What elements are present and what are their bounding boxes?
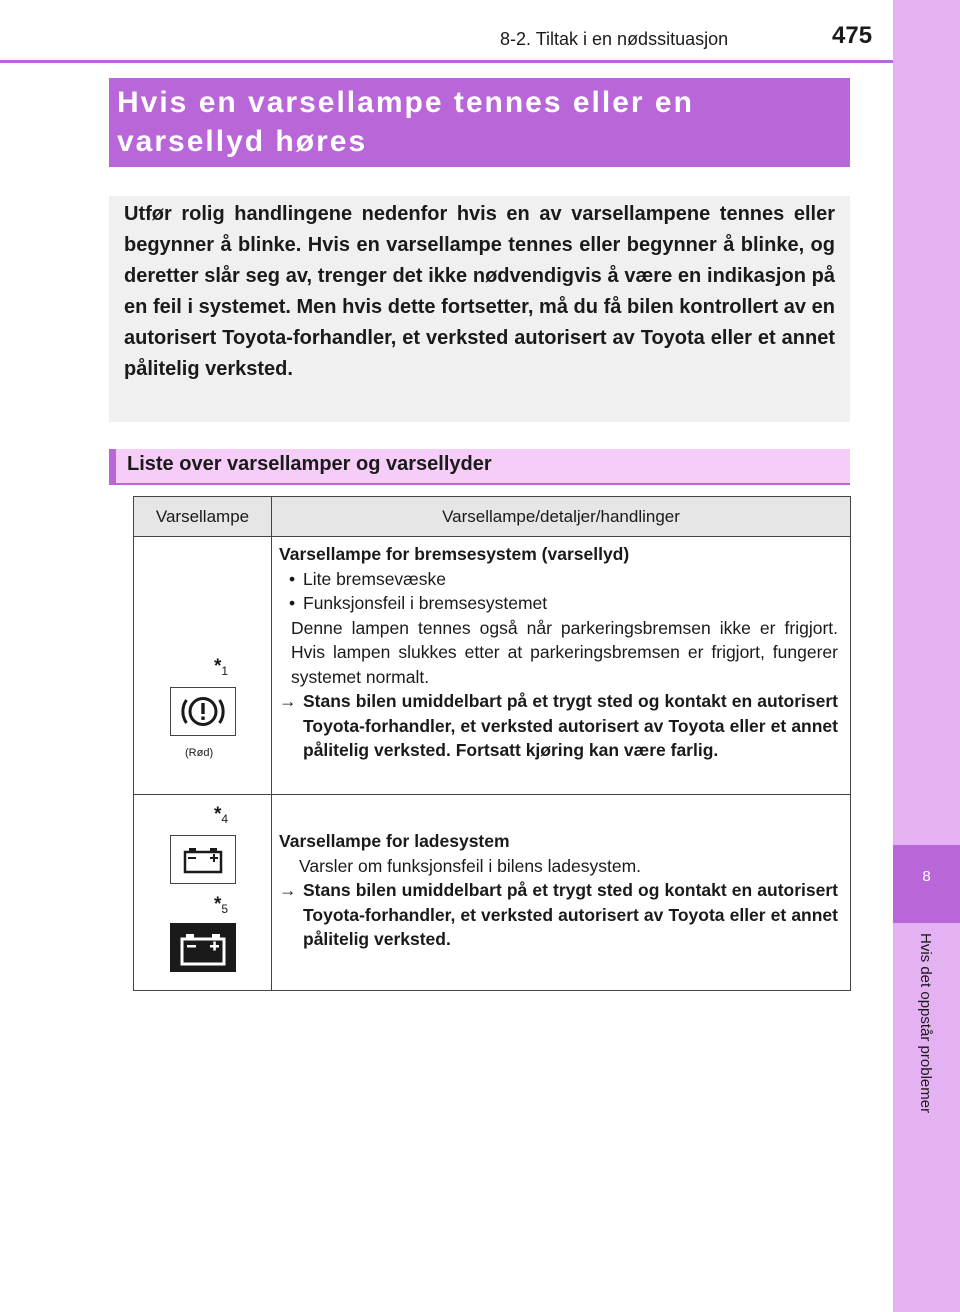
footnote-marker: $*_4$ [214, 804, 229, 826]
list-item: • Funksjonsfeil i bremsesystemet [279, 591, 838, 616]
lamp-cell [134, 795, 272, 991]
header-rule [0, 60, 893, 63]
page-number: 475 [832, 22, 873, 49]
table-header-row [134, 497, 851, 537]
section-heading: Liste over varsellamper og varsellyder [109, 449, 850, 485]
details-cell [272, 537, 851, 795]
battery-outline-icon [170, 835, 236, 884]
arrow-icon: → [279, 691, 297, 711]
lamp-cell [134, 537, 272, 795]
battery-filled-icon [170, 923, 236, 972]
intro-paragraph: Utfør rolig handlingene nedenfor hvis en av varsellampene tennes eller begynner å blinke. Hvis en varsellampe tennes eller begynner å blinke, og deretter slår seg av, trenger det ikke nødvendigvis å være en indikasjon på en feil i systemet. Men hvis dette fortsetter, må du få bilen kontrollert av en autorisert Toyota-forhandler, et verksted autorisert av Toyota eller et annet pålitelig verksted. [109, 196, 850, 422]
arrow-icon: → [279, 880, 297, 900]
brake-warning-icon [170, 687, 236, 736]
column-header-details: Varsellampe/detaljer/handlinger [272, 497, 851, 537]
table-row [134, 537, 851, 795]
table-row [134, 795, 851, 991]
warning-light-table [133, 496, 851, 991]
lamp-note: Denne lampen tennes også når parkeringsbremsen ikke er frigjort. Hvis lampen slukkes etter at parkeringsbremsen er frigjort, fungerer systemet normalt. [291, 617, 838, 687]
icon-color-caption: (Rød) [185, 747, 214, 759]
chapter-number: 8 [893, 845, 960, 923]
footnote-marker: $*_5$ [214, 894, 229, 916]
running-header: 8-2. Tiltak i en nødssituasjon [500, 29, 729, 49]
lamp-action [279, 878, 838, 952]
list-item: • Lite bremsevæske [279, 567, 838, 592]
lamp-note: Varsler om funksjonsfeil i bilens ladesystem. [299, 855, 642, 876]
footnote-marker: $*_1$ [214, 656, 229, 678]
lamp-action [279, 689, 838, 763]
details-cell [272, 795, 851, 991]
chapter-title: Hvis det oppstår problemer [917, 933, 934, 1114]
chapter-side-tab [893, 0, 960, 1312]
lamp-heading: Varsellampe for bremsesystem (varsellyd) [279, 544, 630, 564]
page-title: Hvis en varsellampe tennes eller en varsellyd høres [109, 78, 850, 167]
lamp-heading: Varsellampe for ladesystem [279, 831, 510, 851]
lamp-action-text: Stans bilen umiddelbart på et trygt sted og kontakt en autorisert Toyota-forhandler, et verksted autorisert av Toyota eller et annet pålitelig verksted. [303, 880, 838, 949]
column-header-lamp: Varsellampe [134, 497, 272, 537]
lamp-action-text: Stans bilen umiddelbart på et trygt sted og kontakt en autorisert Toyota-forhandler, et verksted autorisert av Toyota eller et annet pålitelig verksted. Fortsatt kjøring kan være farlig. [303, 691, 838, 760]
